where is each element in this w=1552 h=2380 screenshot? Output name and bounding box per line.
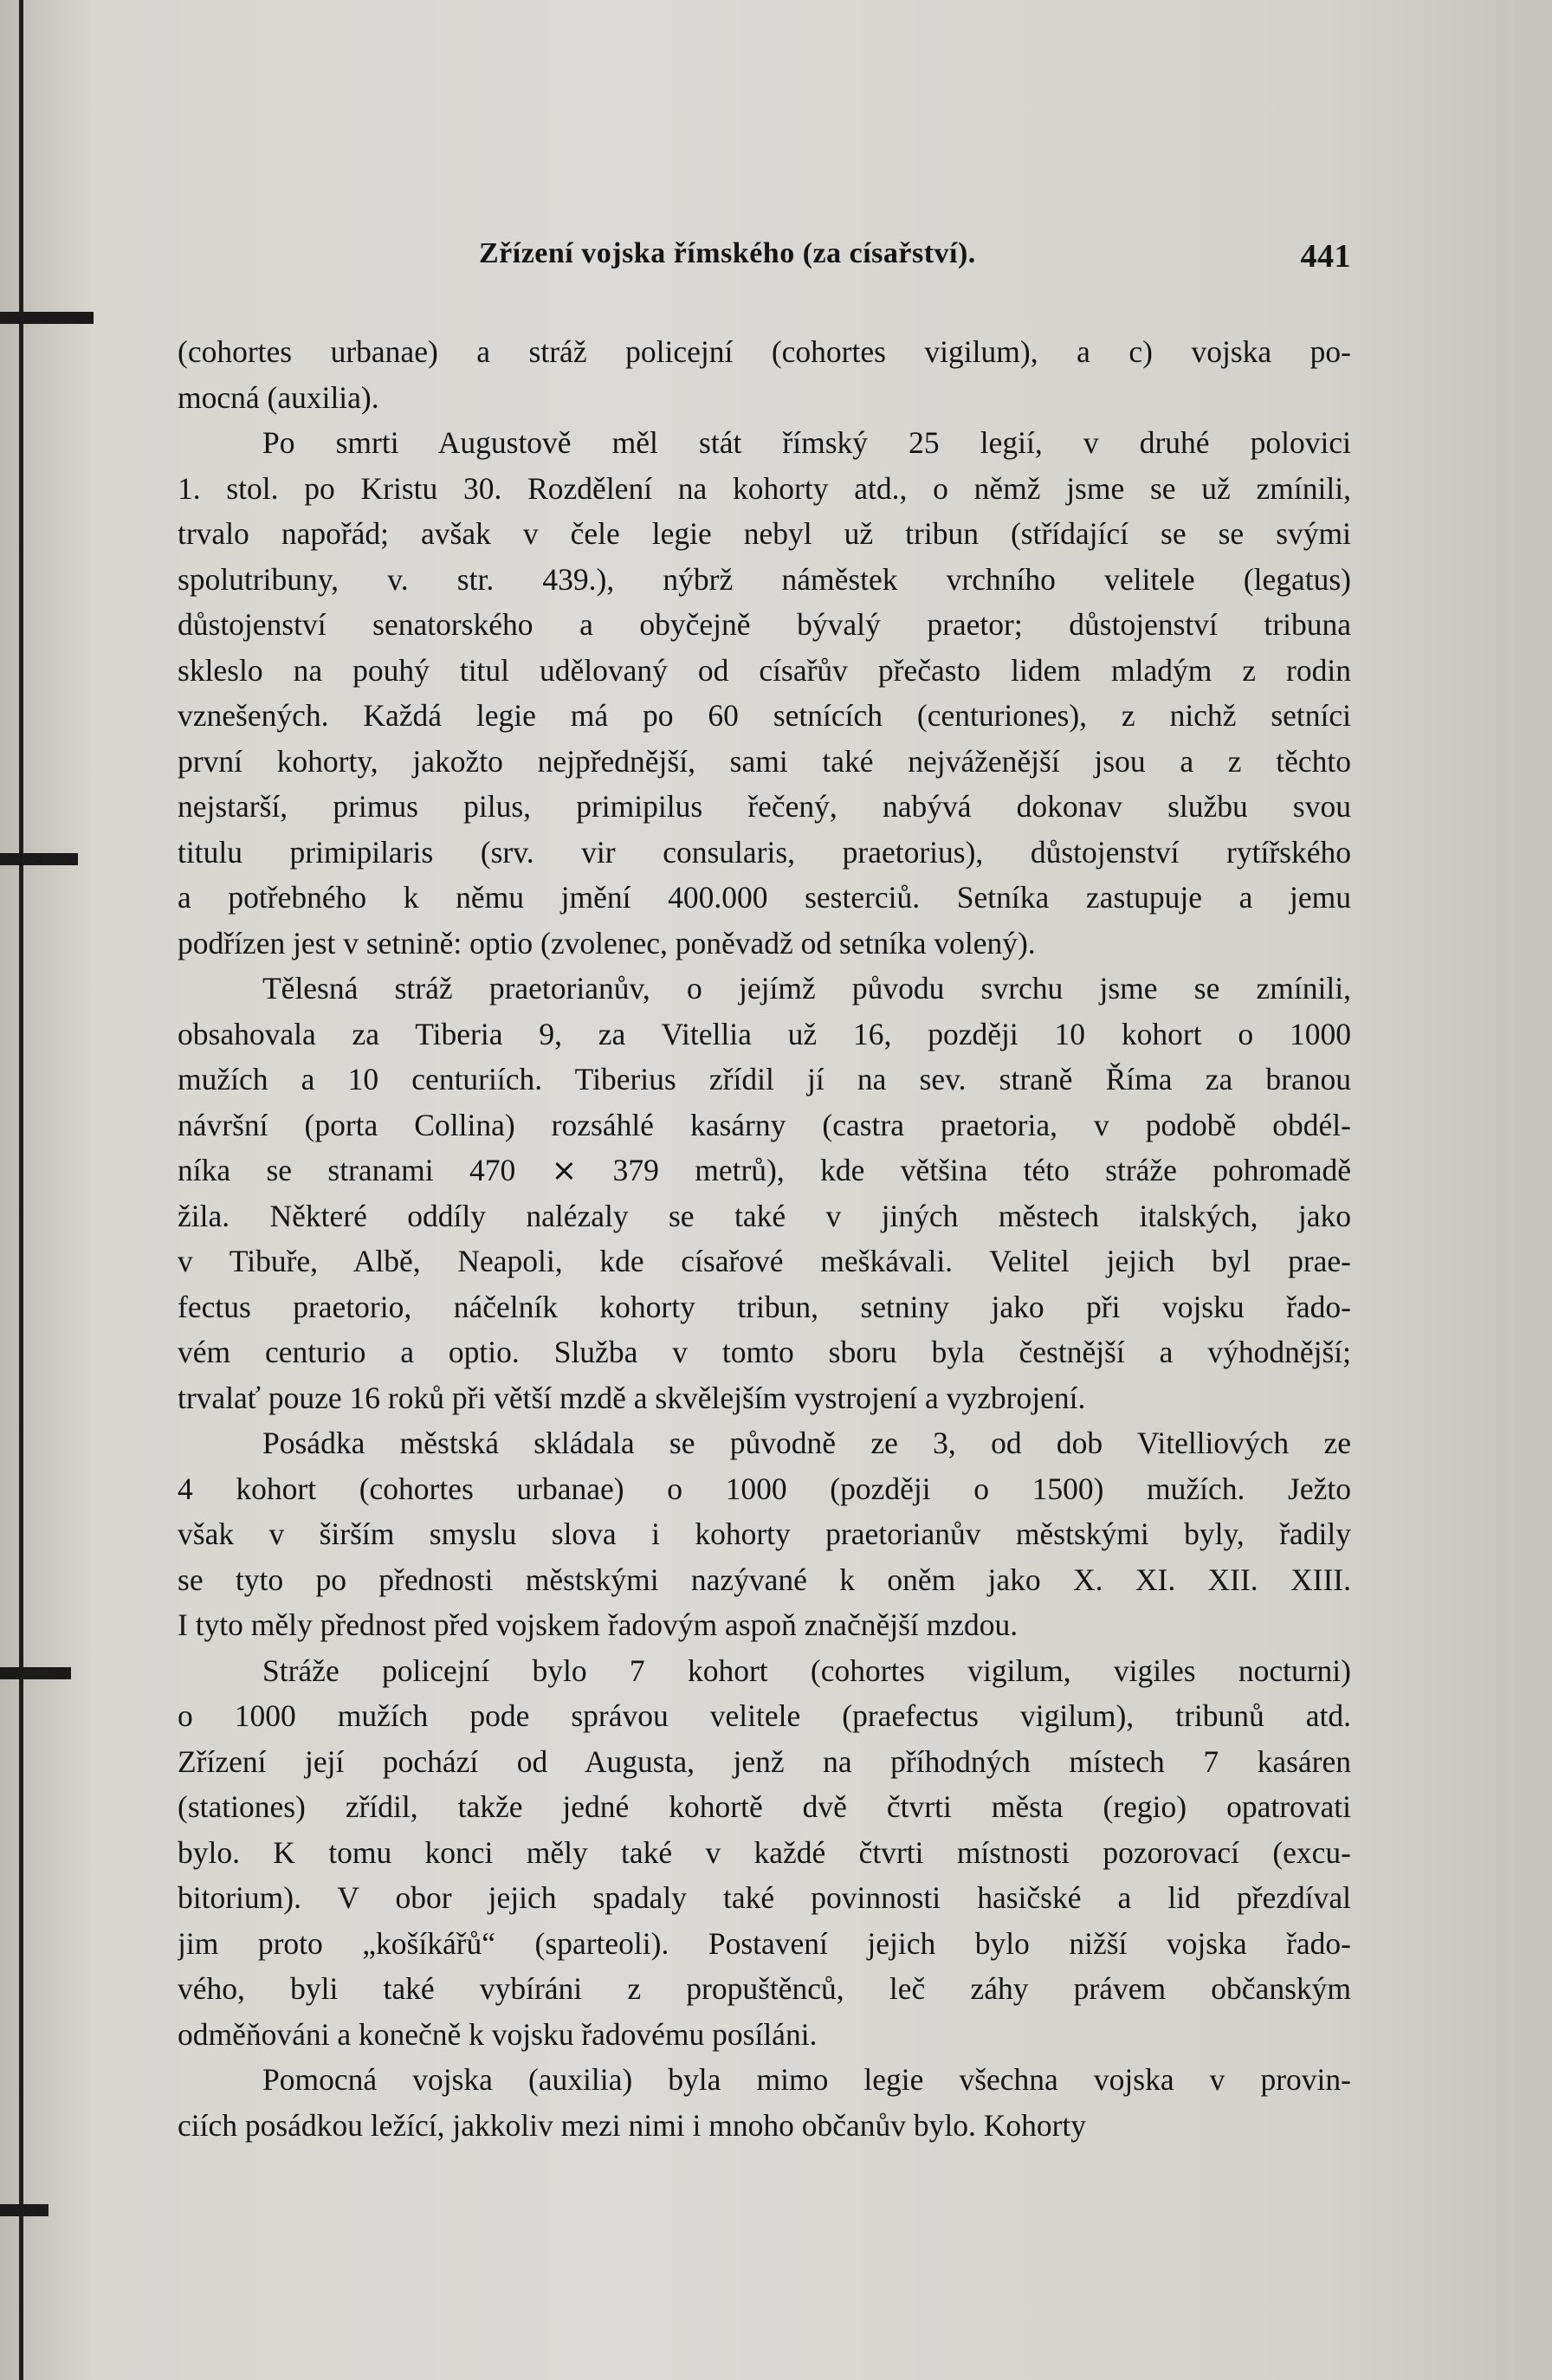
paragraph [178,1420,1351,1648]
text-line: mužích a 10 centuriích. Tiberius zřídil jí na sev. straně Říma za branou [178,1062,1351,1096]
paragraph [178,420,1351,966]
text-line: (cohortes urbanae) a stráž policejní (cohortes vigilum), a c) vojska po- [178,334,1351,369]
text-line: fectus praetorio, náčelník kohorty tribun, setniny jako při vojsku řado- [178,1289,1351,1324]
text-line: a potřebného k němu jmění 400.000 sesterciů. Setníka zastupuje a jemu [178,880,1351,915]
binding-mark [0,1667,71,1679]
text-line: (stationes) zřídil, takže jedné kohortě dvě čtvrti města (regio) opatrovati [178,1789,1351,1824]
text-line: podřízen jest v setnině: optio (zvolenec, poněvadž od setníka volený). [178,925,1036,960]
text-line: Po smrti Augustově měl stát římský 25 legií, v druhé polovici [262,425,1351,460]
text-line: však v širším smyslu slova i kohorty praetorianův městskými byly, řadily [178,1517,1351,1551]
binding-mark [0,853,78,865]
text-line: Zřízení její pochází od Augusta, jenž na příhodných místech 7 kasáren [178,1743,1351,1779]
text-line: spolutribuny, v. str. 439.), nýbrž náměstek vrchního velitele (legatus) [178,561,1351,597]
text-line: trvalať pouze 16 roků při větší mzdě a skvělejším vystrojení a vyzbrojení. [178,1380,1086,1415]
text-line: vého, byli také vybíráni z propuštěnců, leč záhy právem občanským [178,1971,1351,2006]
text-line: vém centurio a optio. Služba v tomto sboru byla čestnější a výhodnější; [178,1335,1351,1369]
text-line: jim proto „košíkářů“ (sparteoli). Postavení jejich bylo nižší vojska řado- [178,1925,1351,1961]
binding-edge [19,0,23,2380]
text-line: odměňováni a konečně k vojsku řadovému posíláni. [178,2016,818,2052]
text-line: důstojenství senatorského a obyčejně bývalý praetor; důstojenství tribuna [178,607,1351,642]
paragraph [178,1648,1351,2058]
text-line: obsahovala za Tiberia 9, za Vitellia už 16, později 10 kohort o 1000 [178,1016,1351,1051]
text-line: nejstarší, primus pilus, primipilus řečený, nabývá dokonav službu svou [178,789,1351,824]
text-line: I tyto měly přednost před vojskem řadovým aspoň značnější mzdou. [178,1607,1018,1642]
text-line: návršní (porta Collina) rozsáhlé kasárny (castra praetoria, v podobě obdél- [178,1107,1351,1142]
text-line: mocná (auxilia). [178,379,379,415]
paragraph [178,329,1351,420]
text-line: první kohorty, jakožto nejpřednější, sami také nejváženější jsou a z těchto [178,743,1351,779]
text-line: 1. stol. po Kristu 30. Rozdělení na kohorty atd., o němž jsme se už zmínili, [178,470,1351,506]
page-number: 441 [1300,238,1351,275]
text-line: Pomocná vojska (auxilia) byla mimo legie všechna vojska v provin- [262,2062,1351,2097]
text-line: skleslo na pouhý titul udělovaný od císařův přečasto lidem mladým z rodin [178,652,1351,688]
text-line: titulu primipilaris (srv. vir consularis, praetorius), důstojenství rytířského [178,834,1351,870]
body-text [178,329,1351,2148]
text-line: bylo. K tomu konci měly také v každé čtvrti místnosti pozorovací (excu- [178,1834,1351,1870]
text-line: Tělesná stráž praetorianův, o jejímž původu svrchu jsme se zmínili, [262,971,1351,1006]
binding-mark [0,312,94,324]
text-line: o 1000 mužích pode správou velitele (praefectus vigilum), tribunů atd. [178,1698,1351,1733]
text-line: žila. Některé oddíly nalézaly se také v jiných městech italských, jako [178,1198,1351,1233]
text-line: se tyto po přednosti městskými nazývané k oněm jako X. XI. XII. XIII. [178,1562,1351,1597]
text-line: 4 kohort (cohortes urbanae) o 1000 (později o 1500) mužích. Ježto [178,1471,1351,1506]
text-line: bitorium). V obor jejich spadaly také povinnosti hasičské a lid přezdíval [178,1880,1351,1915]
paragraph [178,966,1351,1420]
binding-mark [0,2204,48,2216]
text-line: vznešených. Každá legie má po 60 setnících (centuriones), z nichž setníci [178,698,1351,733]
running-title: Zřízení vojska římského (za císařství). [479,237,976,269]
text-line: trvalo napořád; avšak v čele legie nebyl už tribun (střídající se se svými [178,516,1351,551]
text-line: ciích posádkou ležící, jakkoliv mezi nimi i mnoho občanův bylo. Kohorty [178,2107,1087,2143]
paragraph [178,2057,1351,2148]
text-line: Posádka městská skládala se původně ze 3, od dob Vitelliových ze [262,1426,1351,1460]
text-line: v Tibuře, Albě, Neapoli, kde císařové meškávali. Velitel jejich byl prae- [178,1244,1351,1278]
text-line: Stráže policejní bylo 7 kohort (cohortes vigilum, vigiles nocturni) [262,1652,1351,1688]
text-line: níka se stranami 470 ⨯ 379 metrů), kde většina této stráže pohromadě [178,1153,1351,1187]
